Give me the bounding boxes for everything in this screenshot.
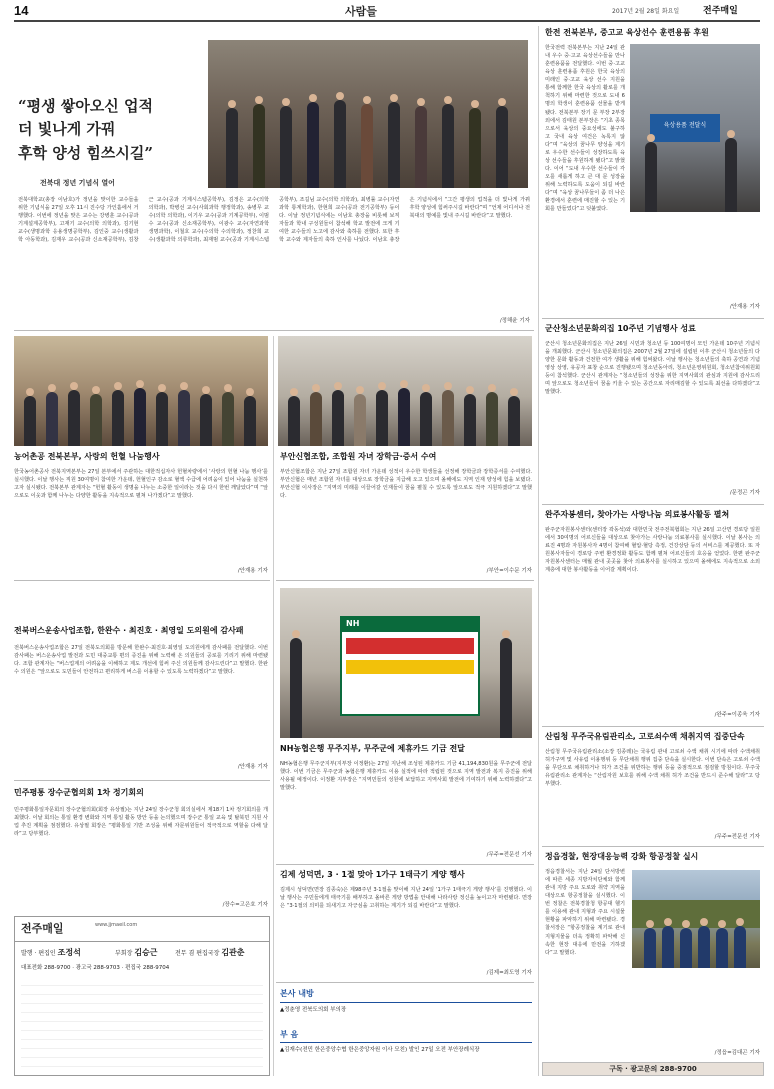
director-name: 김관춘 [221,948,245,957]
header-rule [14,20,760,22]
article-body: 부안신협조합은 지난 27일 조합원 자녀 가운데 성적이 우수한 학생들을 선정해 장학금과 장학증서를 수여했다. 부안신협은 매년 조합원 자녀를 대상으로 장학금을 지급해 오고 있으며 올해에도 지역 인재 양성에 힘을 보탰다. 부안신협 이사장은 “지역의 미래를 이끌어갈 인재들이 꿈을 펼칠 수 있도록 앞으로도 적극 지원하겠다”고 말했다. [280,469,532,500]
feature-byline: /정해윤 기자 [499,318,530,324]
obit-title: 부 음 [280,1029,532,1044]
article-byline: /김제=최도영 기자 [486,970,532,976]
article-byline: /장수=고은호 기자 [222,902,268,908]
article-title: 부안신협조합, 조합원 자녀 장학금·증서 수여 [280,452,437,461]
deputy-label: 부회장 [115,950,133,957]
article-photo: 육상용품 전달식 [630,44,760,212]
article-byline: /부안=이수문 기자 [486,568,532,574]
article-byline: /무주=전문선 기자 [486,852,532,858]
article-title: NH농협은행 무주지부, 무주군에 제휴카드 기금 전달 [280,744,465,753]
feature-quote [18,95,198,165]
article-byline: /안재용 기자 [237,568,268,574]
ad-footer: 구독 · 광고문의 288-9700 [542,1062,764,1076]
article-body: 한국전력 전북본부는 지난 24일 관내 우수 중·고교 육상선수들을 만나 훈련용품을 전달했다. 이번 중·고교 육상 훈련용품 후원은 한국 육상의 미래인 중·고교 육상 선수 지원을 통해 함께한 한국 육상의 활로를 개척하기 위해 마련한 것으로 도내 6명의 학생이 훈련용품 선물을 받게 됐다. 전북본부 장기 문 부장 2부장 외에서 김태원 본부장은 “기초 종목으로서 육상의 중요성에도 불구하고 국내 육상 여건은 녹록지 않다”며 “육상의 꿈나무 양성을 계기로 우수한 선수들이 성장하도록 육상 선수들을 후원하게 됐다”고 밝혔다. 이어 “도내 우수한 선수들이 각오를 새롭게 하고 큰 대 문 성장을 위해 노력하도록 도움이 되길 바란다”며 “육상 꿈나무들이 좀 더 나은 환경에서 훈련에 매진할 수 있는 기회를 만들었다”고 덧붙였다. [545,45,625,212]
article-body: 완주군자원봉사센터(센터장 곽동석)와 대한민국 전주전북협회는 지난 26일 고산면 경로당 일원에서 30여명의 어르신들을 대상으로 찾아가는 사랑나눔 의료봉사를 실시했다. 이날 봉사는 의료진 4명과 자원봉사자 4명이 참여해 혈압·혈당 측정, 건강상담 등의 서비스를 제공했다. 또 자원봉사자들이 경로당 주변 환경정화 활동도 함께 펼쳐 어르신들의 호응을 얻었다. 한편 완주군자원봉사센터는 매월 관내 곳곳을 찾아 의료봉사를 실시하고 있으며 올해에도 지속적으로 소외계층에 대한 봉사활동을 이어갈 계획이다. [545,527,760,574]
article-photo [632,870,760,968]
article-body: 정읍경찰서는 지난 24일 단서방변에 따른 세종 지방자치단체와 함께 관내 지방 주요 도로와 취약 지역을 대상으로 항공정찰을 실시했다. 이번 정찰은 전북경찰청 항공대 헬기를 이용해 관내 지형과 주요 시설물 현황을 파악하기 위해 마련됐다. 경찰서장은 “항공정찰을 계기로 관내 지형지물을 더욱 정확히 파악해 신속한 현장 대응에 만전을 기하겠다”고 말했다. [545,869,625,956]
article-byline: /문정곤 기자 [729,490,760,496]
divider [276,982,534,983]
article-title: 완주자봉센터, 찾아가는 사랑나눔 의료봉사활동 펼쳐 [545,510,730,519]
article-body-cont [545,212,760,306]
publisher-name: 조정석 [57,948,81,957]
paper-name: 전주매일 [703,6,738,16]
notice-item: ▲정춘영 전북도의회 부의장 [280,1006,347,1013]
article-body: 산림청 무주국유림관리소(소장 김종레)는 국유림 관내 고로쇠 수액 채취 시기에 따라 수액채취 허가구역 및 사유림 이용행위 등 무단채취 행위 집중 단속을 실시한다. 이번 단속은 고로쇠 수액을 무단으로 채취하거나 허가 조건을 위반하는 행위 등을 중점적으로 점검할 방침이다. 무주국유림관리소 관계자는 “산림자원 보호를 위해 수액 채취 허가 조건을 반드시 준수해 달라”고 당부했다. [545,749,760,788]
feature-subhead: 전북대 정년 기념식 열어 [40,179,115,187]
divider [542,504,764,505]
article-body: 민주평화통일자문회의 장수군협의회(회장 유상필)는 지난 24일 장수군청 회의실에서 제18기 1차 정기회의를 개최했다. 이날 회의는 통일 환경 변화와 지역 통일 활동 방안 등을 논의했으며 장수군 통일 교육 및 탈북민 지원 사업 추진 계획을 점검했다. 유상필 회장은 “평화통일 기반 조성을 위해 자문위원들이 적극적으로 역할을 다해 달라”고 당부했다. [14,807,268,838]
phone-line: 대표전화 288-9700 · 광고국 288-9703 · 편집국 288-9704 [21,965,170,971]
article-title: 산림청 무주국유림관리소, 고로쇠수액 채취지역 집중단속 [545,732,745,741]
article-byline: /안재용 기자 [237,764,268,770]
article-body: 김제시 성덕면(면장 김종숙)은 제98주년 3·1절을 맞이해 지난 24일 ‘1가구 1태극기 게양 행사’를 진행했다. 이날 행사는 주민들에게 태극기를 배부하고 올바른 게양 방법을 안내해 나라사랑 정신을 높이고자 마련됐다. 면장은 “3·1절의 의미를 되새기고 자긍심을 고취하는 계기가 되길 바란다”고 말했다. [280,887,532,910]
divider [14,330,534,331]
column-divider [538,26,539,1076]
page-number: 14 [14,3,29,18]
divider [14,580,270,581]
column-divider [273,336,274,1076]
article-byline: /정읍=김대곤 기자 [714,1050,760,1056]
divider [542,846,764,847]
obit-body: ▲김재수(전민 한은중앙수협 한은중앙자원 이사 모친) 발인 27일 오전 부안장례식장 [280,1047,480,1054]
notice-box [280,988,532,1055]
deputy-name: 김승근 [134,948,158,957]
masthead-title: 전주매일 [21,922,64,935]
divider [276,580,534,581]
article-photo [278,336,532,446]
article-title: 민주평통 장수군협의회 1차 정기회의 [14,788,144,797]
article-title: 김제 성덕면, 3 · 1절 맞아 1가구 1태극기 게양 행사 [280,870,465,879]
issue-date: 2017년 2월 28일 화요일 [612,8,680,15]
divider [542,726,764,727]
divider [14,780,270,781]
feature-body: 전북대학교(총장 이남호)가 정년을 맞이한 교수들을 위한 기념식을 27일 오후 11시 진수당 가인홀에서 거행했다. 이번에 정년을 맞은 교수는 강병훈 교수(공과 기계설계공학부), 고재기 교수(의학 의학과), 김기현 교수(생명과학 응용생명공학부), 김인중 교수(생활과학 아동학과), 김재우 교수(공과 신소재공학부), 김창근 교수(공과 기계시스템공학부), 김정은 교수(의학 의학과), 박병선 교수(사회과학 행정학과), 송병무 교수(의학 의학과), 이기우 교수(공과 기계공학부), 이범수 교수(공과 신소재공학부), 이광수 교수(자연과학 생명과학), 이철호 교수(수의학 수의학과), 정찬희 교수(생활과학 의류학과), 최재범 교수(공과 기계시스템공학부), 조길님 교수(의학 의학과), 최병률 교수(자연과학 통계학과), 한현희 교수(공과 전기공학부) 등이다. 이날 정년기념식에는 이남호 총장을 비롯해 보직자들과 학내 구성원들이 참석해 학교 발전에 크게 기여한 교수들의 노고에 감사와 축하를 전했다. 또한 후학 교수와 제자들의 축하 인사를 나눴다. 이남호 총장은 기념식에서 “그간 평생의 업적을 더 빛나게 가꿔 후학 양성에 힘써주시길 바란다”며 “언제 어디서나 전북대의 명예를 빛내 주시길 바란다”고 말했다. [18,197,530,244]
office-directory [21,977,263,1069]
feature-quote-line3: 후학 양성 힘쓰시길” [18,143,153,162]
section-title: 사람들 [345,5,377,18]
feature-quote-line1: “평생 쌓아오신 업적 [18,97,153,115]
divider [542,318,764,319]
article-title: 전북버스운송사업조합, 한완수 · 최진호 · 최영일 도의원에 감사패 [14,626,244,635]
article-title: 농어촌공 전북본부, 사랑의 헌혈 나눔행사 [14,452,160,461]
article-body: 한국농어촌공사 전북지역본부는 27일 본부에서 주관하는 대한적십자사 헌혈차량에서 ‘사랑의 헌혈 나눔 행사’를 실시했다. 이날 행사는 직원 30여명이 참여한 가운데, 헌혈인구 감소로 혈액 수급에 어려움이 있어 나눔을 실천하고자 실시됐다. 전북본부 관계자는 “헌혈 활동이 생명을 나누는 소중한 일이라는 것을 다시 한번 깨달았다”며 “앞으로도 이웃과 함께 나누는 다양한 활동을 지속적으로 펼쳐 나가겠다”고 말했다. [14,469,268,500]
article-body: 전북버스운송사업조합은 27일 전북도의회를 방문해 한완수·최진호·최영일 도의원에게 감사패를 전달했다. 이번 감사패는 버스운송사업 발전과 도민 대중교통 편의 증진을 위해 노력해 온 의원들의 공로를 기리기 위해 마련됐다. 조합 관계자는 “버스업계의 어려움을 이해하고 제도 개선에 힘써 주신 의원들께 감사드린다”고 말했다. 한완수 의원은 “앞으로도 도민들이 안전하고 편리하게 버스를 이용할 수 있도록 노력하겠다”고 말했다. [14,645,268,676]
article-title: 정읍경찰, 현장대응능력 강화 항공정찰 실시 [545,852,699,861]
article-photo: NH [280,588,532,738]
divider [276,864,534,865]
article-body: NH농협은행 무주군지부(지부장 이정환)는 27일 지난해 조성된 제휴카드 기금 41,194,830원을 무주군에 전달했다. 이번 기금은 무주군과 농협은행 제휴카드 이용 실적에 따라 적립된 것으로 지역 발전과 복지 증진을 위해 사용될 예정이다. 이정환 지부장은 “지역민들의 성원에 보답하고 지역사회 발전에 기여하기 위해 노력하겠다”고 말했다. [280,761,532,792]
masthead [14,916,270,1076]
article-byline: /무주=전문선 기자 [714,834,760,840]
notice-title: 본사 내방 [280,988,532,1003]
feature-quote-line2: 더 빛나게 가꿔 [18,120,116,139]
director-label: 전무 겸 편집국장 [175,950,220,957]
article-photo [14,336,268,446]
publisher-label: 발행 · 편집인 [21,950,56,957]
article-byline: /안재용 기자 [729,304,760,310]
feature-photo [208,40,528,188]
article-title: 한전 전북본부, 중고교 육상선수 훈련용품 후원 [545,28,709,37]
article-title: 군산청소년문화의집 10주년 기념행사 성료 [545,324,696,333]
article-byline: /완주=이종욱 기자 [714,712,760,718]
article-body: 군산시 청소년문화의집은 지난 26일 시민과 청소년 등 100여명이 모인 가운데 10주년 기념식을 개최했다. 군산시 청소년문화의집은 2007년 2월 27일에 설립된 이후 군산시 청소년들의 다양한 문화 활동과 건전한 여가 생활을 위해 힘써왔다. 이날 행사는 청소년들의 축하 공연과 기념 영상 상영, 유공자 표창 순으로 진행됐으며 청소년동아리, 청소년운영위원회, 청소년참여위원회 등이 참석했다. 군산시 관계자는 “청소년들의 성장을 위한 지역사회의 관심과 지원에 감사드리며 앞으로도 청소년들이 꿈을 키울 수 있는 공간으로 자리매김할 수 있도록 최선을 다하겠다”고 말했다. [545,341,760,396]
masthead-website[interactable]: www.jjmaeil.com [95,922,138,928]
